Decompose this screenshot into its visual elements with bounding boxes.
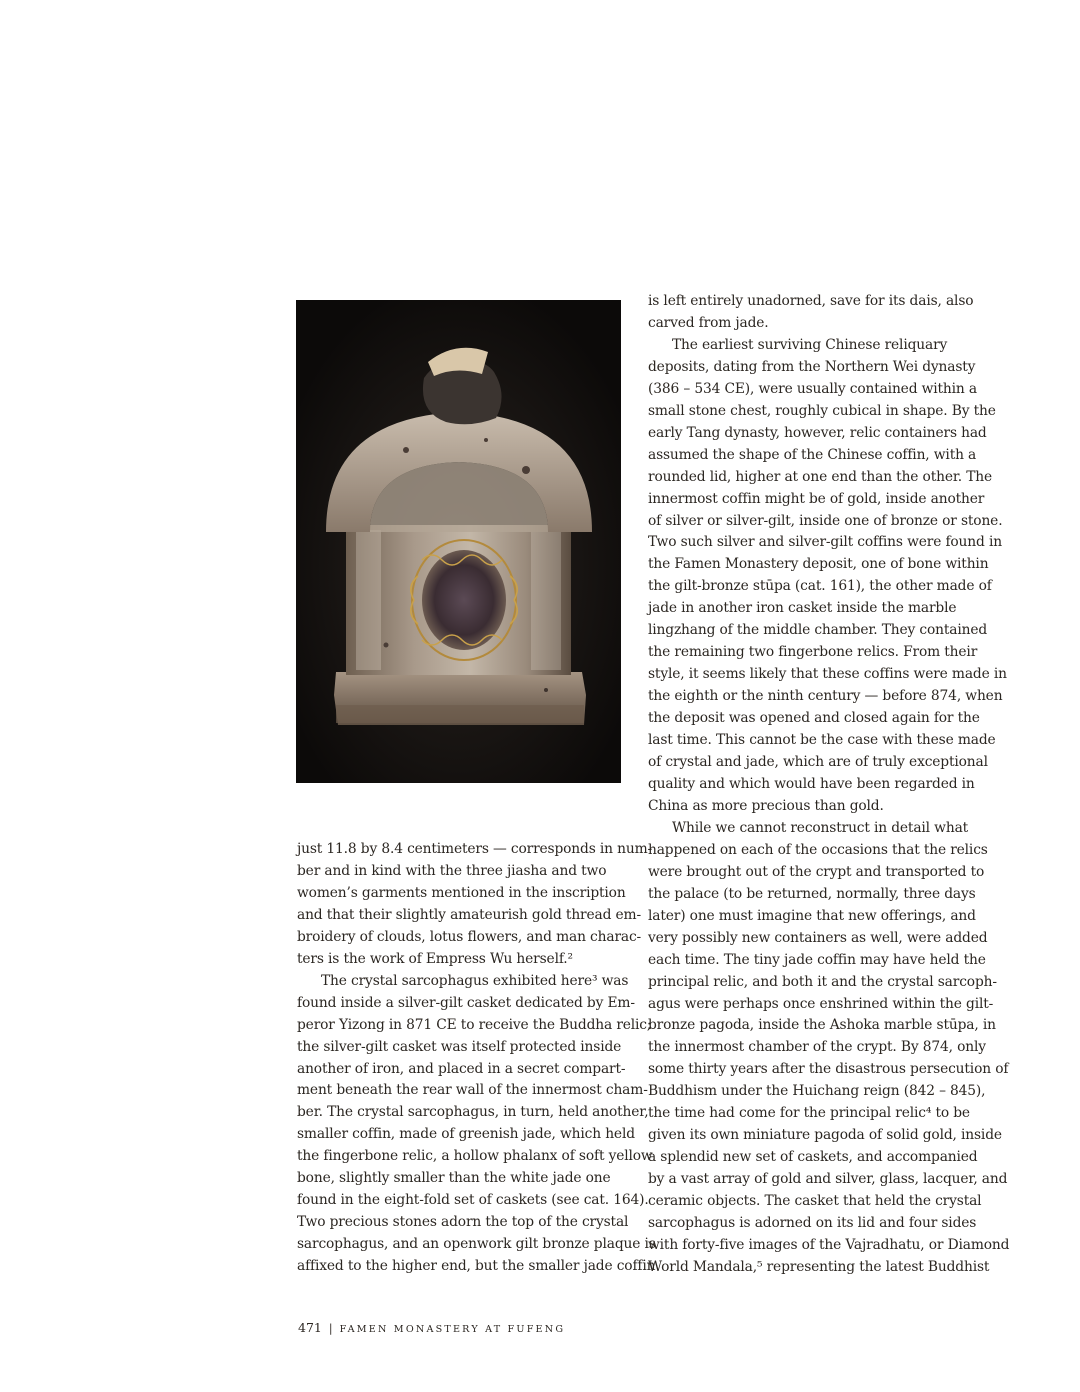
text-line: some thirty years after the disastrous persecution of xyxy=(648,1061,1009,1078)
text-line: small stone chest, roughly cubical in shape. By the xyxy=(648,402,996,419)
text-line: the Famen Monastery deposit, one of bone within xyxy=(648,556,989,573)
text-line: were brought out of the crypt and transported to xyxy=(648,863,985,880)
text-line: the deposit was opened and closed again for the xyxy=(648,710,980,727)
text-line: Two such silver and silver-gilt coffins were found in xyxy=(648,534,1002,551)
text-line: and that their slightly amateurish gold thread em- xyxy=(297,906,641,923)
text-line: deposits, dating from the Northern Wei dynasty xyxy=(648,358,976,375)
text-line: the eighth or the ninth century — before 874, when xyxy=(648,688,1003,705)
text-line: happened on each of the occasions that the relics xyxy=(648,841,988,858)
text-line: jade in another iron casket inside the marble xyxy=(648,600,957,617)
text-line: by a vast array of gold and silver, glass, lacquer, and xyxy=(648,1171,1008,1188)
text-line: the gilt-bronze stūpa (cat. 161), the other made of xyxy=(648,578,992,595)
text-line: sarcophagus is adorned on its lid and four sides xyxy=(648,1215,977,1232)
sarcophagus-illustration xyxy=(296,300,621,783)
text-line: just 11.8 by 8.4 centimeters — corresponds in num- xyxy=(297,841,653,857)
text-line: women’s garments mentioned in the inscription xyxy=(297,884,626,901)
text-line: peror Yizong in 871 CE to receive the Buddha relic; xyxy=(297,1016,652,1033)
running-title: FAMEN MONASTERY AT FUFENG xyxy=(339,1324,566,1335)
text-line: smaller coffin, made of greenish jade, which held xyxy=(297,1126,635,1143)
text-line: last time. This cannot be the case with these made xyxy=(648,732,996,749)
paragraph-first-line: While we cannot reconstruct in detail what xyxy=(672,819,969,836)
text-line: the innermost chamber of the crypt. By 874, only xyxy=(648,1039,986,1056)
text-line: later) one must imagine that new offerings, and xyxy=(648,907,976,924)
text-line: found inside a silver-gilt casket dedicated by Em- xyxy=(297,994,635,1011)
text-line: broidery of clouds, lotus flowers, and man charac- xyxy=(297,928,642,945)
text-line: with forty-five images of the Vajradhatu, or Diamond xyxy=(648,1236,1010,1253)
text-line: ters is the work of Empress Wu herself.² xyxy=(297,950,573,967)
left-text-column xyxy=(297,839,656,1278)
text-line: bone, slightly smaller than the white jade one xyxy=(297,1170,611,1187)
text-line: very possibly new containers as well, were added xyxy=(648,929,988,946)
text-line: a splendid new set of caskets, and accompanied xyxy=(648,1149,978,1166)
text-line: assumed the shape of the Chinese coffin, with a xyxy=(648,446,977,463)
paragraph-first-line: The earliest surviving Chinese reliquary xyxy=(672,336,948,353)
text-line: ber. The crystal sarcophagus, in turn, held another, xyxy=(297,1104,649,1121)
text-line: ber and in kind with the three jiasha and two xyxy=(297,862,607,879)
text-line: innermost coffin might be of gold, inside another xyxy=(648,490,985,507)
text-line: the silver-gilt casket was itself protected inside xyxy=(297,1038,622,1055)
text-line: rounded lid, higher at one end than the other. The xyxy=(648,468,993,485)
text-line: each time. The tiny jade coffin may have held the xyxy=(648,951,986,968)
text-line: of crystal and jade, which are of truly exceptional xyxy=(648,754,988,771)
text-line: affixed to the higher end, but the smaller jade coffin xyxy=(297,1258,656,1275)
page-number: 471 xyxy=(298,1320,322,1335)
text-line: the fingerbone relic, a hollow phalanx of soft yellow xyxy=(297,1148,653,1165)
text-line: early Tang dynasty, however, relic containers had xyxy=(648,424,987,441)
text-line: bronze pagoda, inside the Ashoka marble stūpa, in xyxy=(648,1017,996,1034)
footer-separator: | xyxy=(328,1322,333,1335)
page-footer xyxy=(298,1320,565,1335)
text-line: World Mandala,⁵ representing the latest Buddhist xyxy=(648,1258,990,1275)
text-line: given its own miniature pagoda of solid gold, inside xyxy=(648,1127,1002,1144)
text-line: of silver or silver-gilt, inside one of bronze or stone. xyxy=(648,512,1003,529)
text-line: style, it seems likely that these coffins were made in xyxy=(648,666,1007,683)
text-line: sarcophagus, and an openwork gilt bronze plaque is xyxy=(297,1236,656,1253)
text-line: (386 – 534 CE), were usually contained within a xyxy=(648,380,977,397)
text-line: China as more precious than gold. xyxy=(648,797,884,814)
text-line: Buddhism under the Huichang reign (842 – 845), xyxy=(648,1083,986,1100)
text-line: is left entirely unadorned, save for its dais, also xyxy=(648,293,974,309)
text-line: the time had come for the principal relic⁴ to be xyxy=(648,1105,970,1122)
text-line: principal relic, and both it and the crystal sarcoph- xyxy=(648,973,997,990)
text-line: ceramic objects. The casket that held the crystal xyxy=(648,1193,982,1210)
text-line: lingzhang of the middle chamber. They contained xyxy=(648,622,988,639)
text-line: the palace (to be returned, normally, three days xyxy=(648,885,976,902)
text-line: another of iron, and placed in a secret compart- xyxy=(297,1060,626,1077)
crystal-sarcophagus-photo xyxy=(296,300,621,783)
text-line: agus were perhaps once enshrined within the gilt- xyxy=(648,995,994,1012)
right-text-column xyxy=(648,291,1010,1279)
text-line: found in the eight-fold set of caskets (see cat. 164). xyxy=(297,1192,649,1209)
text-line: the remaining two fingerbone relics. From their xyxy=(648,644,978,661)
text-line: quality and which would have been regarded in xyxy=(648,775,975,792)
paragraph-first-line: The crystal sarcophagus exhibited here³ was xyxy=(321,972,629,989)
text-line: Two precious stones adorn the top of the crystal xyxy=(297,1214,629,1231)
text-line: carved from jade. xyxy=(648,314,769,331)
text-line: ment beneath the rear wall of the innermost cham- xyxy=(297,1082,648,1099)
